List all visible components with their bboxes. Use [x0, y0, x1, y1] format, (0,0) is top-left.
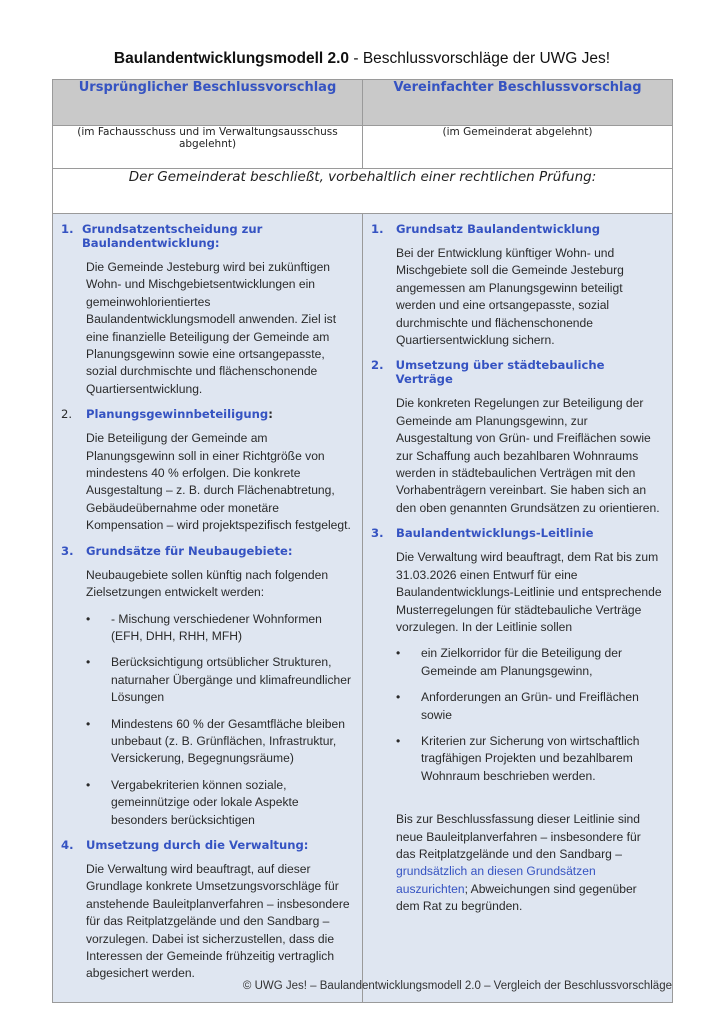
bullet-icon: •	[86, 611, 91, 626]
title-bold: Baulandentwicklungsmodell 2.0	[113, 50, 350, 67]
section-number: 1.	[61, 222, 74, 236]
bullet-list	[86, 611, 352, 829]
bullet-text: ein Zielkorridor für die Beteiligung der Gemeinde am Planungsgewinn,	[421, 646, 622, 678]
bullet-list	[396, 645, 662, 785]
list-item	[396, 645, 662, 680]
closing-highlight: grundsätzlich an diesen Grundsätzen auszurichten	[396, 864, 596, 896]
status-original: (im Fachausschuss und im Verwaltungsausschuss abgelehnt)	[53, 126, 363, 169]
bullet-icon: •	[86, 777, 91, 792]
simplified-proposal-cell	[363, 214, 673, 1003]
list-item	[396, 689, 662, 724]
section-heading	[61, 222, 352, 250]
section-title: Baulandentwicklungs-Leitlinie	[396, 526, 594, 541]
section-title: Planungsgewinnbeteiligung	[86, 407, 269, 422]
status-simplified: (im Gemeinderat abgelehnt)	[363, 126, 673, 169]
bullet-text: Anforderungen an Grün- und Freiflächen sowie	[421, 690, 639, 722]
list-item	[396, 733, 662, 785]
bullet-icon: •	[86, 655, 91, 670]
bullet-icon: •	[396, 733, 401, 748]
section-title: Umsetzung über städtebauliche Verträge	[395, 358, 605, 387]
bullet-icon: •	[396, 690, 401, 705]
status-row	[53, 126, 673, 169]
original-proposal-cell	[53, 214, 363, 1003]
section-text: Die Verwaltung wird beauftragt, dem Rat bis zum 31.03.2026 einen Entwurf für eine Baulandentwicklungs-Leitlinie und entsprechende Musterregelungen für städtebauliche Verträge vorzulegen. In der Leitlinie sollen	[396, 550, 662, 634]
closing-before: Bis zur Beschlussfassung dieser Leitlinie sind neue Bauleitplanverfahren – insbesondere für das Reitplatzgelände und den Sandbarg –	[396, 812, 641, 861]
comparison-table	[52, 79, 673, 1003]
section-text: Die Beteiligung der Gemeinde am Planungsgewinn soll in einer Richtgröße von mindestens 40 % erfolgen. Die konkrete Ausgestaltung – z. B. durch Flächenabtretung, Gebäudeübernahme oder monetäre Kompensation – wird projektspezifisch festgelegt.	[86, 431, 351, 533]
bullet-text: Mindestens 60 % der Gesamtfläche bleiben unbebaut (z. B. Grünflächen, Infrastruktur, Versickerung, Begegnungsräume)	[111, 716, 345, 766]
intro-row	[53, 169, 673, 214]
header-original: Ursprünglicher Beschlussvorschlag	[53, 80, 363, 126]
content-row	[53, 214, 673, 1003]
closing-after: ; Abweichungen sind gegenüber dem Rat zu begründen.	[396, 881, 637, 914]
section-title: Grundsätze für Neubaugebiete:	[86, 543, 293, 558]
section-number: 1.	[371, 222, 384, 236]
header-row	[53, 80, 673, 126]
bullet-text: Berücksichtigung ortsüblicher Strukturen, naturnaher Übergänge und klimafreundlicher Lösungen	[111, 655, 352, 705]
list-item	[86, 777, 352, 829]
closing-text	[396, 811, 662, 915]
section-title: Grundsatzentscheidung zur Baulandentwicklung:	[81, 222, 263, 250]
section-number: 3.	[61, 543, 74, 558]
bullet-text: Vergabekriterien können soziale, gemeinnützige oder lokale Aspekte besonders berücksichtigen	[111, 777, 299, 827]
section-title: Umsetzung durch die Verwaltung:	[86, 837, 309, 852]
section-text: Die Gemeinde Jesteburg wird bei zukünftigen Wohn- und Mischgebietsentwicklungen ein gemeinwohlorientiertes Baulandentwicklungsmodell anwenden. Ziel ist eine finanzielle Beteiligung der Gemeinde am Planungsgewinn sowie eine ortsangepasste, sozial durchmischte und flächenschonende Quartiersentwicklung.	[86, 260, 337, 396]
section-text: Bei der Entwicklung künftiger Wohn- und Mischgebiete soll die Gemeinde Jesteburg angemessen am Planungsgewinn beteiligt werden und eine ortsangepasste, sozial durchmischte und flächenschonende Quartiersentwicklung sichern.	[396, 246, 624, 348]
bullet-text: Kriterien zur Sicherung von wirtschaftlich tragfähigen Projekten und bezahlbarem Wohnraum beschrieben werden.	[421, 733, 640, 783]
section-number: 4.	[61, 837, 74, 852]
section-heading: 2. Planungsgewinnbeteiligung :	[61, 407, 273, 422]
title-rest: - Beschlussvorschläge der UWG Jes!	[349, 50, 611, 67]
section-number: 2.	[61, 407, 73, 422]
section-heading	[371, 222, 662, 236]
bullet-icon: •	[86, 716, 91, 731]
list-item	[86, 611, 352, 646]
section-heading	[371, 358, 662, 386]
section-text: Die konkreten Regelungen zur Beteiligung der Gemeinde am Planungsgewinn, zur Ausgestaltung von Grün- und Freiflächen sowie zur Schaffung auch bezahlbaren Wohnraums werden in städtebaulichen Verträgen mit den Vorhabenträgern vereinbart. Sie haben sich an den oben genannten Grundsätzen zu orientieren.	[396, 396, 660, 515]
list-item	[86, 654, 352, 706]
section-text: Neubaugebiete sollen künftig nach folgenden Zielsetzungen entwickelt werden:	[86, 567, 329, 600]
section-heading	[61, 838, 352, 852]
bullet-icon: •	[396, 646, 401, 661]
section-title: Grundsatz Baulandentwicklung	[396, 222, 601, 236]
section-number: 3.	[371, 526, 384, 541]
intro-text: Der Gemeinderat beschließt, vorbehaltlich einer rechtlichen Prüfung:	[53, 169, 673, 214]
section-heading	[371, 526, 662, 540]
header-simplified: Vereinfachter Beschlussvorschlag	[363, 80, 673, 126]
page-footer: © UWG Jes! – Baulandentwicklungsmodell 2.0 – Vergleich der Beschlussvorschläge	[242, 980, 672, 992]
section-number: 2.	[371, 358, 384, 373]
bullet-text: - Mischung verschiedener Wohnformen (EFH, DHH, RHH, MFH)	[111, 611, 322, 643]
list-item	[86, 716, 352, 768]
section-text: Die Verwaltung wird beauftragt, auf dieser Grundlage konkrete Umsetzungsvorschläge für anstehende Bauleitplanverfahren – insbesondere für das Reitplatzgelände und den Sandbarg – vorzulegen. Dabei ist sicherzustellen, dass die Interessen der Gemeinde frühzeitig vertraglich abgesichert werden.	[86, 861, 350, 981]
section-heading	[61, 544, 352, 558]
document-title	[0, 50, 724, 68]
